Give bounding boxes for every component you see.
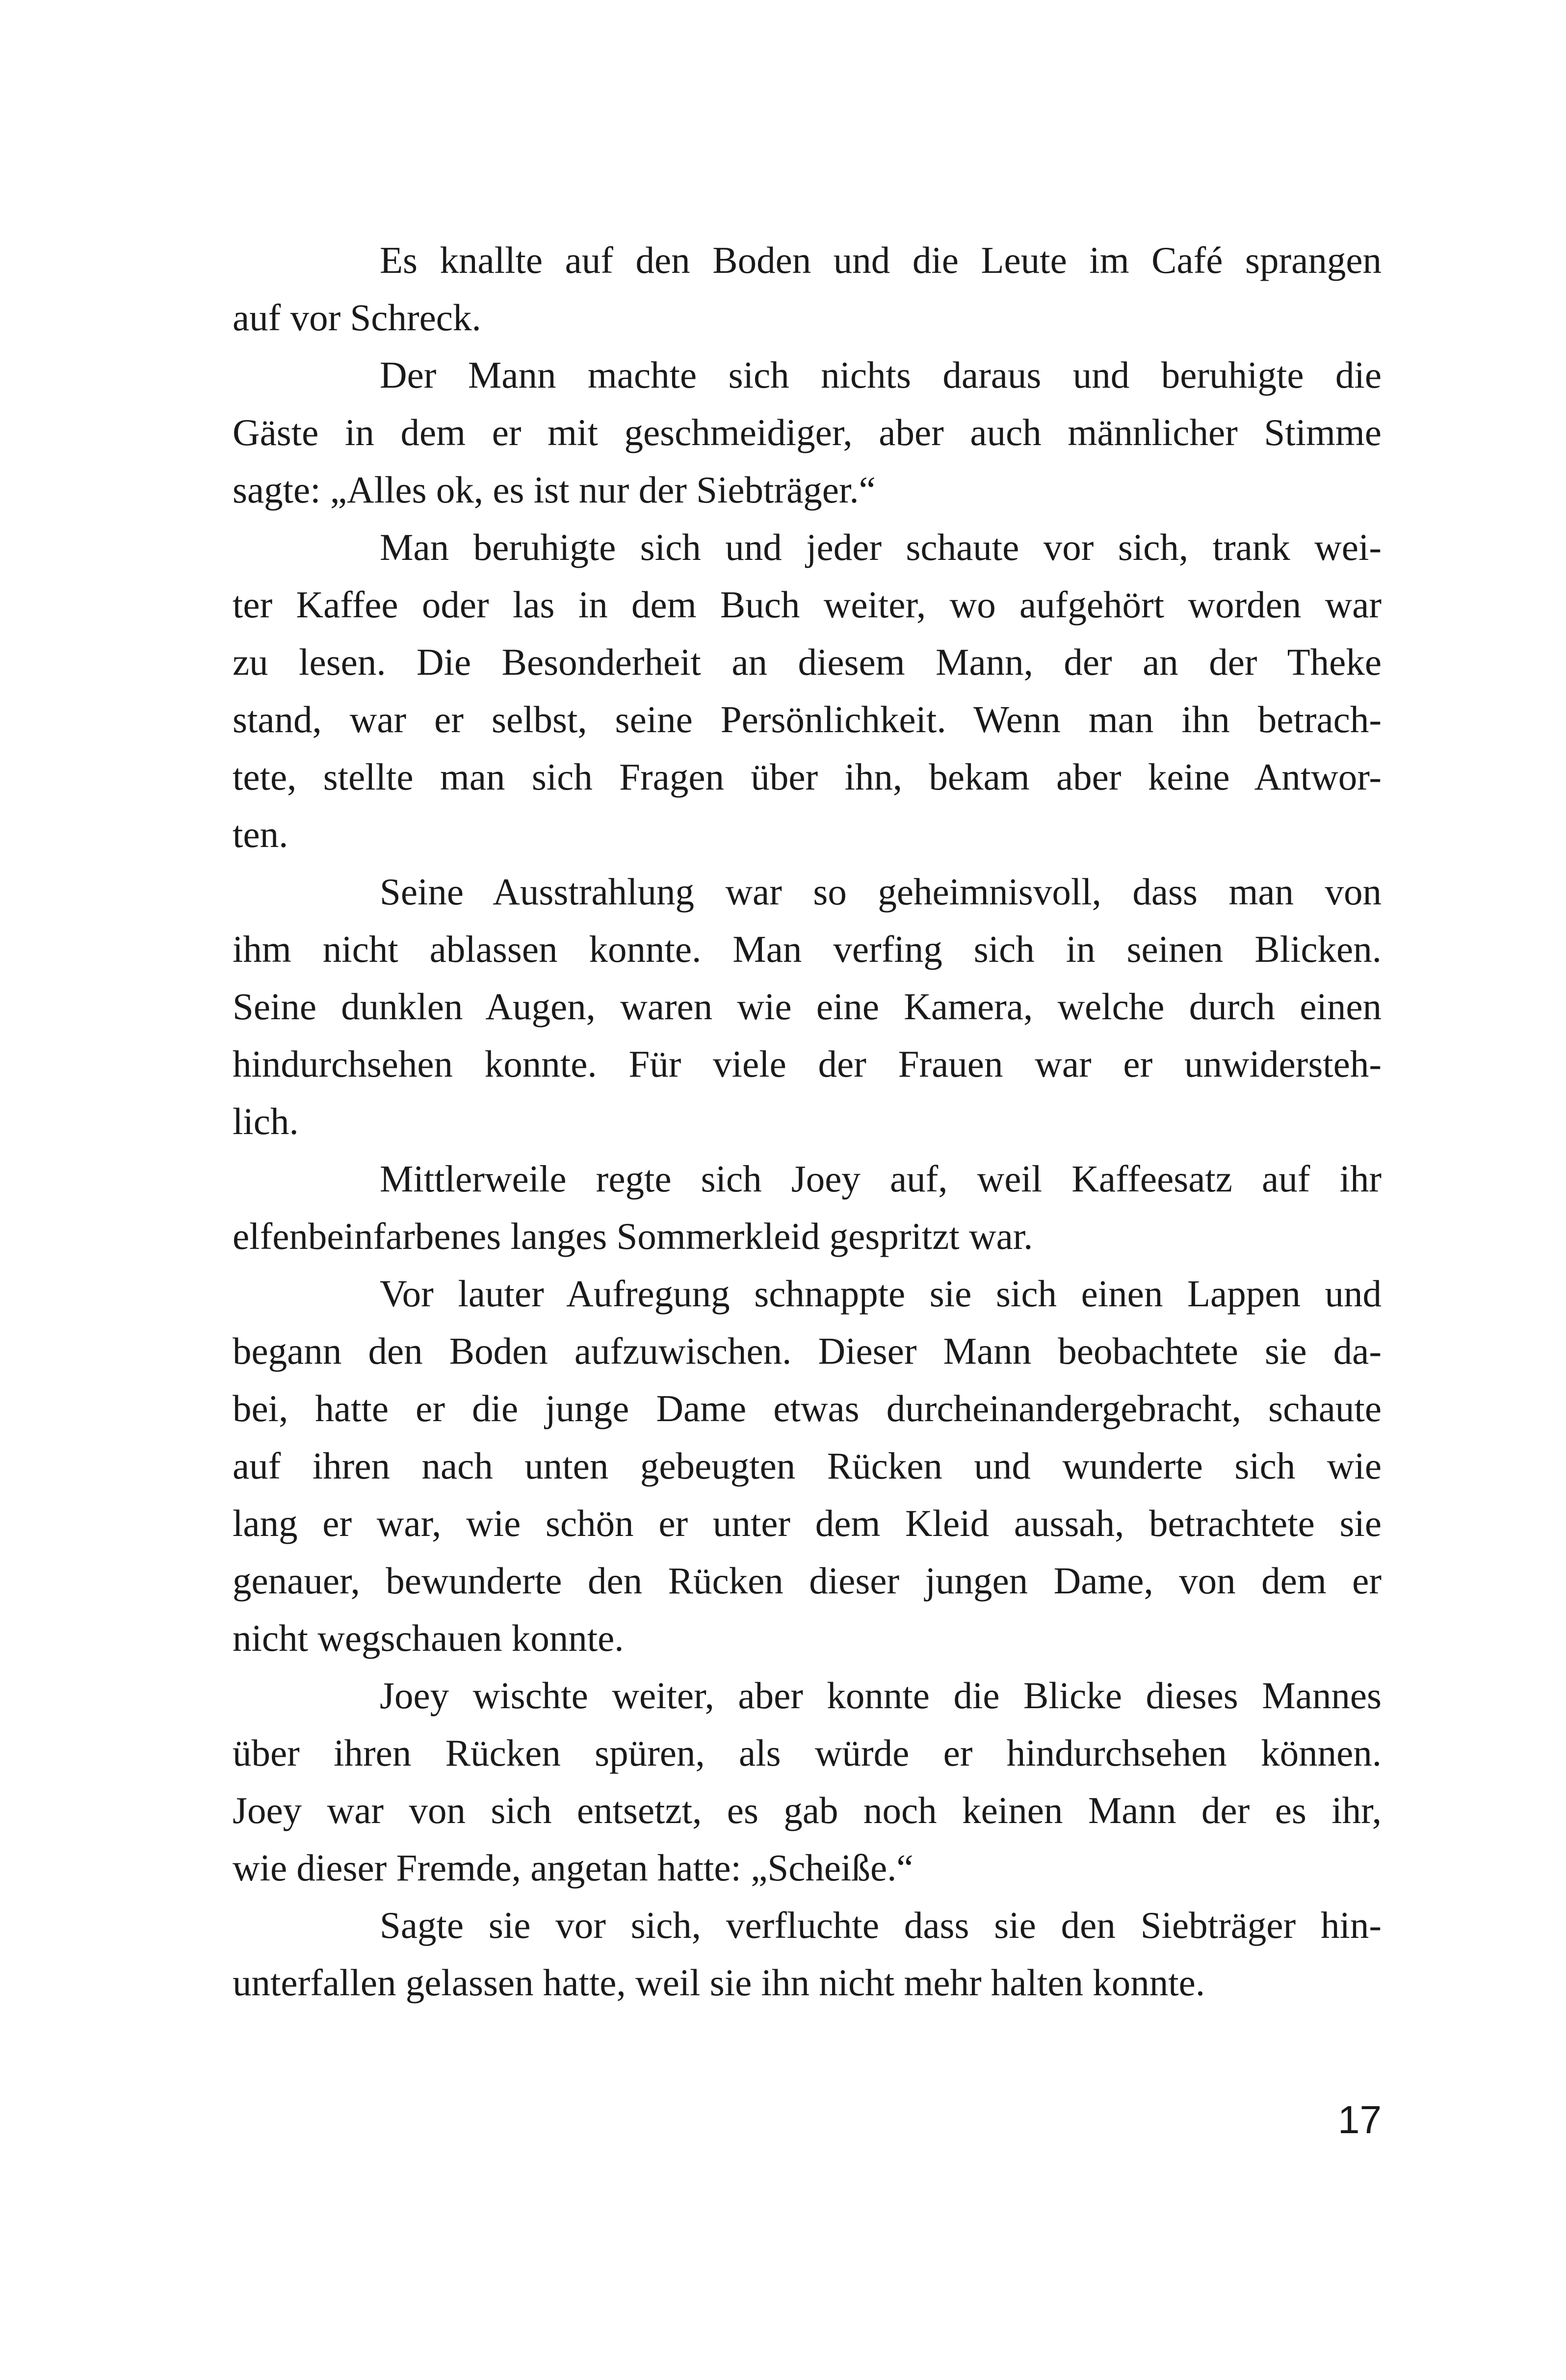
text-line: auf vor Schreck.: [233, 296, 481, 339]
text-line: Der Mann machte sich nichts daraus und beruhigte die: [380, 354, 1382, 396]
text-line: Es knallte auf den Boden und die Leute im Café sprangen: [380, 239, 1382, 281]
text-line: Joey wischte weiter, aber konnte die Blicke dieses Mannes: [380, 1674, 1382, 1717]
text-line: Gäste in dem er mit geschmeidiger, aber auch männlicher Stimme: [233, 411, 1382, 453]
text-line: unterfallen gelassen hatte, weil sie ihn nicht mehr halten konnte.: [233, 1961, 1205, 2004]
text-line: Joey war von sich entsetzt, es gab noch keinen Mann der es ihr,: [233, 1789, 1382, 1831]
text-line: stand, war er selbst, seine Persönlichkeit. Wenn man ihn betrach-: [233, 698, 1382, 740]
text-line: genauer, bewunderte den Rücken dieser jungen Dame, von dem er: [233, 1560, 1382, 1602]
text-line: Mittlerweile regte sich Joey auf, weil Kaffeesatz auf ihr: [380, 1158, 1382, 1200]
text-line: tete, stellte man sich Fragen über ihn, bekam aber keine Antwor-: [233, 756, 1382, 798]
text-line: Man beruhigte sich und jeder schaute vor sich, trank wei-: [380, 526, 1382, 568]
text-line: lang er war, wie schön er unter dem Kleid aussah, betrachtete sie: [233, 1502, 1382, 1544]
text-line: Seine dunklen Augen, waren wie eine Kamera, welche durch einen: [233, 985, 1382, 1028]
text-line: auf ihren nach unten gebeugten Rücken und wunderte sich wie: [233, 1445, 1382, 1487]
text-line: sagte: „Alles ok, es ist nur der Siebträger.“: [233, 469, 876, 511]
text-line: Sagte sie vor sich, verfluchte dass sie den Siebträger hin-: [380, 1904, 1382, 1946]
text-line: zu lesen. Die Besonderheit an diesem Mann, der an der Theke: [233, 641, 1382, 683]
body-text: [233, 232, 1382, 2011]
text-line: Vor lauter Aufregung schnappte sie sich einen Lappen und: [380, 1272, 1382, 1315]
page-number: 17: [1338, 2098, 1382, 2142]
text-line: ter Kaffee oder las in dem Buch weiter, wo aufgehört worden war: [233, 583, 1382, 626]
text-line: wie dieser Fremde, angetan hatte: „Scheiße.“: [233, 1847, 914, 1889]
text-line: lich.: [233, 1100, 299, 1142]
text-line: ihm nicht ablassen konnte. Man verfing sich in seinen Blicken.: [233, 928, 1382, 970]
text-line: über ihren Rücken spüren, als würde er hindurchsehen können.: [233, 1732, 1382, 1774]
text-line: begann den Boden aufzuwischen. Dieser Mann beobachtete sie da-: [233, 1330, 1382, 1372]
text-line: elfenbeinfarbenes langes Sommerkleid gespritzt war.: [233, 1215, 1033, 1257]
text-line: Seine Ausstrahlung war so geheimnisvoll, dass man von: [380, 871, 1382, 913]
text-line: ten.: [233, 813, 288, 855]
text-line: hindurchsehen konnte. Für viele der Frauen war er unwidersteh-: [233, 1043, 1382, 1085]
text-line: bei, hatte er die junge Dame etwas durcheinandergebracht, schaute: [233, 1387, 1382, 1429]
text-line: nicht wegschauen konnte.: [233, 1617, 624, 1659]
